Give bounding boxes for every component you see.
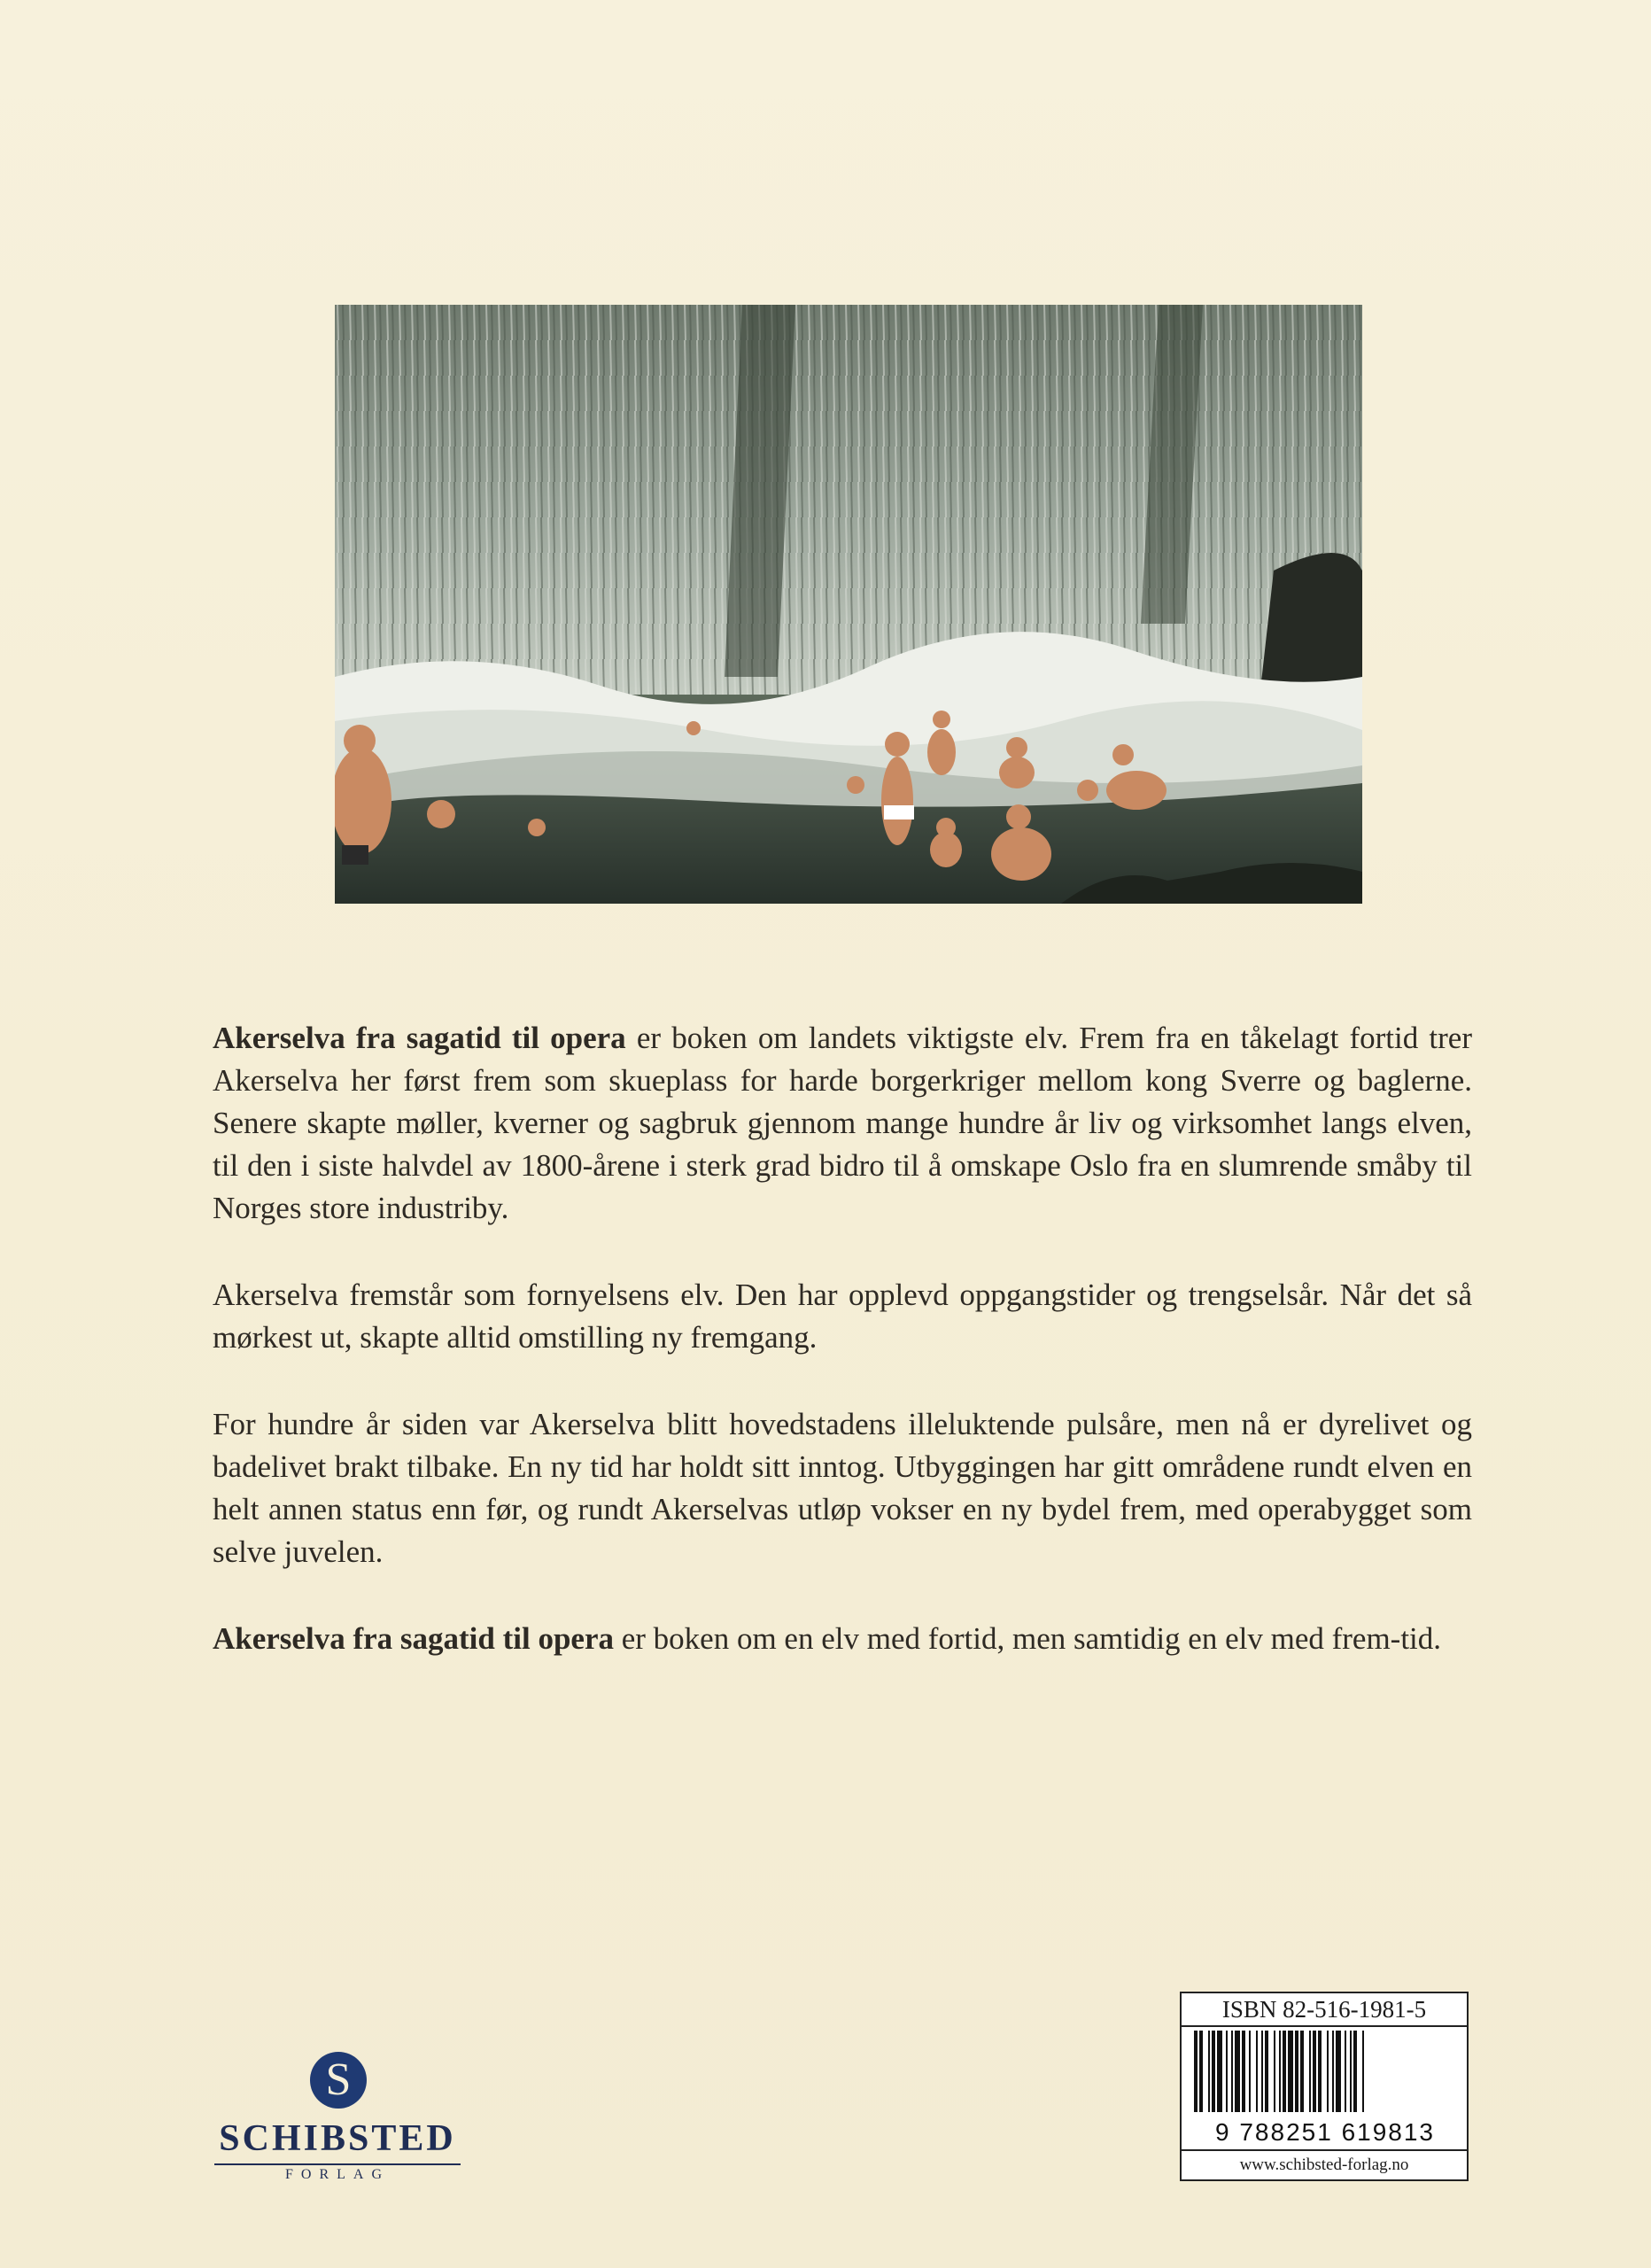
barcode-bar <box>1332 2031 1334 2112</box>
barcode-bar <box>1199 2031 1203 2112</box>
barcode-bar <box>1226 2031 1228 2112</box>
book-title-emphasis: Akerselva fra sagatid til opera <box>213 1021 626 1055</box>
barcode-bar <box>1295 2031 1298 2112</box>
barcode-bar <box>1265 2031 1268 2112</box>
barcode-bar <box>1327 2031 1329 2112</box>
barcode-bar <box>1362 2031 1364 2112</box>
barcode-bar <box>1235 2031 1240 2112</box>
barcode-bar <box>1350 2031 1352 2112</box>
publisher-url: www.schibsted-forlag.no <box>1182 2149 1467 2179</box>
barcode-bar <box>1208 2031 1210 2112</box>
book-title-emphasis: Akerselva fra sagatid til opera <box>213 1621 614 1656</box>
barcode-bar <box>1309 2031 1311 2112</box>
barcode-bar <box>1288 2031 1293 2112</box>
logo-divider <box>214 2163 461 2165</box>
publisher-name: SCHIBSTED <box>219 2118 456 2159</box>
barcode-bar <box>1261 2031 1263 2112</box>
barcode-bar <box>1336 2031 1341 2112</box>
barcode-bar <box>1194 2031 1198 2112</box>
paragraph-text: er boken om landets viktigste elv. Frem fra en tåkelagt fortid trer Akerselva her først frem som skueplass for harde borgerkriger mellom kong Sverre og baglerne. Senere skapte møller, kverner og sagbruk gjennom mange hundre år liv og virksomhet langs elven, til den i siste halvdel av 1800-årene i sterk grad bidro til å omskape Oslo fra en slumrende småby til Norges store industriby. <box>213 1021 1472 1225</box>
barcode-bar <box>1283 2031 1286 2112</box>
publisher-logo <box>209 2043 466 2185</box>
barcode-icon <box>1187 2029 1463 2144</box>
barcode-bar <box>1353 2031 1357 2112</box>
barcode-bar <box>1345 2031 1346 2112</box>
blurb-paragraph-4 <box>213 1618 1472 1660</box>
barcode-bar <box>1279 2031 1281 2112</box>
barcode-bar <box>1318 2031 1322 2112</box>
publisher-sub: FORLAG <box>284 2167 390 2182</box>
paragraph-text: er boken om en elv med fortid, men samtidig en elv med frem-tid. <box>613 1621 1442 1656</box>
blurb-paragraph-1 <box>213 1017 1472 1230</box>
barcode-digits: 9 788251 619813 <box>1215 2118 1435 2144</box>
barcode-bar <box>1231 2031 1233 2112</box>
blurb-paragraph-2 <box>213 1274 1472 1359</box>
paragraph-text: Akerselva fremstår som fornyelsens elv. Den har opplevd oppgangstider og trengselsår. Når det så mørkest ut, skapte alltid omstilling ny fremgang. <box>213 1278 1472 1355</box>
barcode-bar <box>1249 2031 1251 2112</box>
barcode-bar <box>1300 2031 1304 2112</box>
schibsted-s-icon: S <box>310 2052 367 2109</box>
paragraph-text: For hundre år siden var Akerselva blitt hovedstadens illeluktende pulsåre, men nå er dyrelivet og badelivet brakt tilbake. En ny tid har holdt sitt inntog. Utbyggingen har gitt områdene rundt elven en helt annen status enn før, og rundt Akerselvas utløp vokser en ny bydel frem, med operabygget som selve juvelen. <box>213 1407 1472 1569</box>
waterfall-photo <box>335 305 1362 904</box>
barcode-bar <box>1256 2031 1258 2112</box>
barcode-bar <box>1217 2031 1222 2112</box>
barcode-box <box>1180 1992 1469 2181</box>
blurb <box>213 1017 1472 1705</box>
barcode-bar <box>1313 2031 1316 2112</box>
barcode-bar <box>1242 2031 1245 2112</box>
blurb-paragraph-3 <box>213 1403 1472 1573</box>
barcode-bar <box>1212 2031 1215 2112</box>
isbn-label: ISBN 82-516-1981-5 <box>1182 1993 1467 2027</box>
barcode-bar <box>1274 2031 1275 2112</box>
